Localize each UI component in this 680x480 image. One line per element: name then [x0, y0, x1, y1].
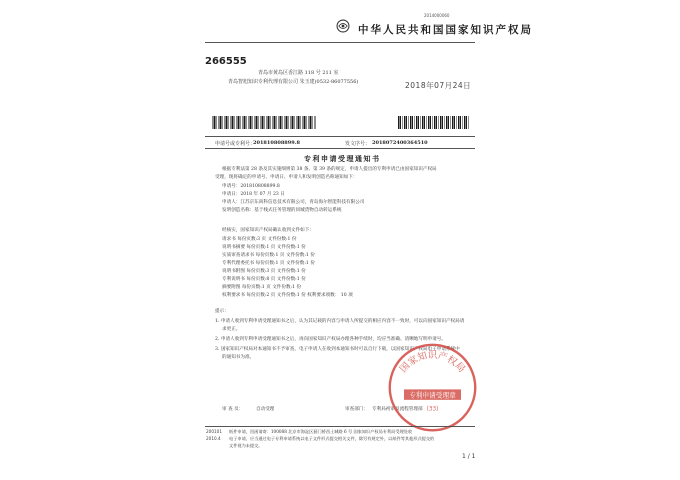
- svg-text:专利申请受理章: 专利申请受理章: [409, 391, 456, 400]
- field-applicant: 申请人：江苏京东尚科信息技术有限公司，青岛海尔智能科技有限公司: [222, 200, 365, 205]
- app-number-label: 申请号或专利号：: [215, 141, 256, 147]
- document-item: 摘要附图 每份页数:1 页 文件份数:1 份: [222, 285, 302, 290]
- remarks-label: 提示：: [215, 309, 229, 314]
- barcode-right: [398, 116, 470, 129]
- barcode-left: [212, 116, 316, 129]
- form-code: 2014000060: [424, 13, 450, 18]
- recipient-doc-number: 266555: [205, 56, 247, 67]
- info-divider-bottom: [205, 148, 475, 149]
- examiner-name: 自动受理: [256, 407, 275, 412]
- footer-line2: 电子申请，应当通过电子专利申请系统以电子文件形式提交相关文件，除另有规定外，以纸件等其他形式提交的: [229, 436, 435, 441]
- notice-title: 专利申请受理通知书: [304, 155, 381, 163]
- remark-line: 的通知书为准。: [222, 355, 255, 360]
- header-divider: [205, 42, 475, 43]
- issue-date: 2018年07月24日: [405, 81, 472, 90]
- remark-line: 1. 申请人收到专利申请受理通知书之后，认为其记载的内容与申请人所提交的相应内容不一致时，可以向国家知识产权局请: [215, 319, 465, 324]
- footer-divider: [205, 426, 475, 427]
- field-app-date: 申请日：2018 年 07 月 23 日: [222, 192, 285, 197]
- cnipa-emblem-icon: [336, 19, 350, 33]
- dept-name: 专利局初审及流程管理部: [372, 407, 423, 412]
- field-app-number: 申请号：201810808899.8: [222, 184, 280, 189]
- official-seal-stamp: [385, 340, 480, 435]
- footer-line1: 纸件申请，回函请寄：100088 北京市海淀区蓟门桥西土城路 6 号 国家知识产权局专利局受理处收: [229, 429, 413, 434]
- document-item: 专利代理委托书 每份页数:1 页 文件份数:1 份: [222, 261, 315, 266]
- dept-label: 审查部门：: [345, 407, 368, 412]
- field-invention-title: 发明创造名称：基于栈式任务管理的同城货物自动转运系统: [222, 208, 342, 213]
- remark-line: 求更正。: [222, 327, 241, 332]
- footer-line3: 文件视为未提交。: [229, 443, 263, 448]
- office-title: 中华人民共和国国家知识产权局: [358, 24, 533, 36]
- notice-intro-line2: 受理，现将确定的申请号、申请日、申请人和发明创造名称通知如下：: [215, 175, 358, 180]
- remark-line: 3. 国家知识产权局对本通知书不予审查，电子申请人在收到本通知书时可以自行下载，以国家知识产权局电子申请系统中: [215, 347, 460, 352]
- examiner-label: 审 查 员：: [222, 407, 244, 412]
- document-item: 请求书 每份页数:3 页 文件份数:1 份: [222, 237, 297, 242]
- issue-number-value: 2018072400364510: [372, 140, 428, 146]
- notice-intro-line1: 根据专利法第 28 条及其实施细则第 38 条、第 39 条的规定，申请人提出的专利申请已由国家知识产权局: [222, 167, 437, 172]
- info-divider-top: [205, 136, 475, 137]
- svg-text:国家知识产权局: 国家知识产权局: [397, 350, 468, 375]
- document-item: 说明书附图 每份页数:3 页 文件份数:1 份: [222, 269, 306, 274]
- recipient-address: 青岛市黄岛区香江路 118 号 211 室: [258, 70, 339, 76]
- footer-code1: 200101: [206, 429, 222, 434]
- document-item: 权利要求书 每份页数:2 页 文件份数:1 份 权利要求项数： 10 项: [222, 293, 353, 298]
- issue-number-label: 发文序号：: [345, 141, 371, 147]
- document-item: 说明书摘要 每份页数:1 页 文件份数:1 份: [222, 245, 306, 250]
- document-item: 实质审查请求书 每份页数:1 页 文件份数:1 份: [222, 253, 315, 258]
- footer-code2: 2010.4: [206, 436, 221, 441]
- app-number-value: 201810808899.8: [253, 140, 300, 146]
- document-item: 专利说明书 每份页数:8 页 文件份数:1 份: [222, 277, 306, 282]
- documents-intro: 经核实，国家知识产权局确认收到文件如下：: [222, 228, 314, 233]
- remark-line: 2. 申请人收到专利申请受理通知书之后，再向国家知识产权局办理各种手续时，均应当准确、清晰地写明申请号。: [215, 337, 446, 342]
- page-number: 1 / 1: [462, 453, 476, 460]
- svg-text:(33): (33): [426, 406, 439, 413]
- recipient-agency: 青岛智旭知识专利代理有限公司 朱玉建(0532-86077556): [228, 79, 359, 85]
